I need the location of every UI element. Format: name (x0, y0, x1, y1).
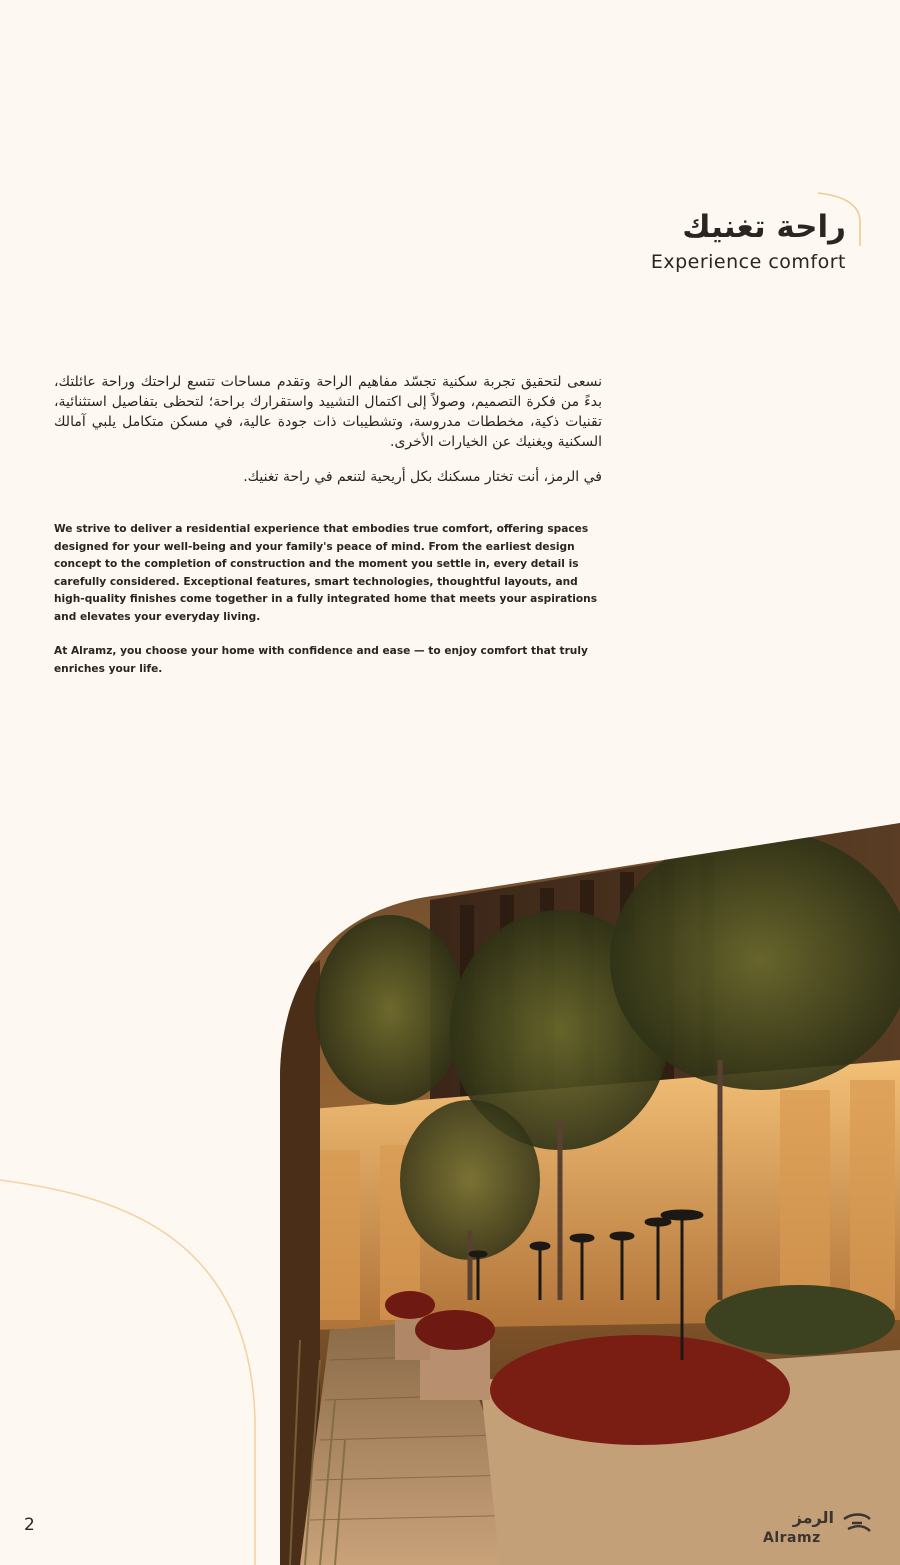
english-paragraph-1: We strive to deliver a residential experience that embodies true comfort, offering spaces designed for your well-being and your family's peace of mind. From the earliest design concept to the completion of construction and the moment you settle in, every detail is carefully considered. Exceptional features, smart technologies, thoughtful layouts, and high-quality finishes come together in a fully integrated home that meets your aspirations and elevates your everyday living. (54, 523, 598, 623)
page-number: 2 (24, 1515, 35, 1535)
page-title-english: Experience comfort (650, 251, 846, 273)
arabic-body-text: نسعى لتحقيق تجربة سكنية تجسّد مفاهيم الراحة وتقدم مساحات تتسع لراحتك وراحة عائلتك، بدءً من فكرة التصميم، وصولاً إلى اكتمال التشييد واستقرارك براحة؛ لتحظى بتفاصيل استثنائية، تقنيات ذكية، مخططات مدروسة، وتشطيبات ذات جودة عالية، في مسكن متكامل يلبي آمالك السكنية ويغنيك عن الخيارات الأخرى. (54, 374, 602, 450)
arabic-tagline: في الرمز، أنت تختار مسكنك بكل أريحية لتنعم في راحة تغنيك. (243, 469, 602, 485)
english-paragraph-2: At Alramz, you choose your home with confidence and ease — to enjoy comfort that truly enriches your life. (54, 645, 588, 675)
brand-name-arabic: الرمز (792, 1508, 834, 1527)
brand-name-english: Alramz (763, 1530, 821, 1546)
page-title-arabic: راحة تغنيك (682, 209, 846, 245)
